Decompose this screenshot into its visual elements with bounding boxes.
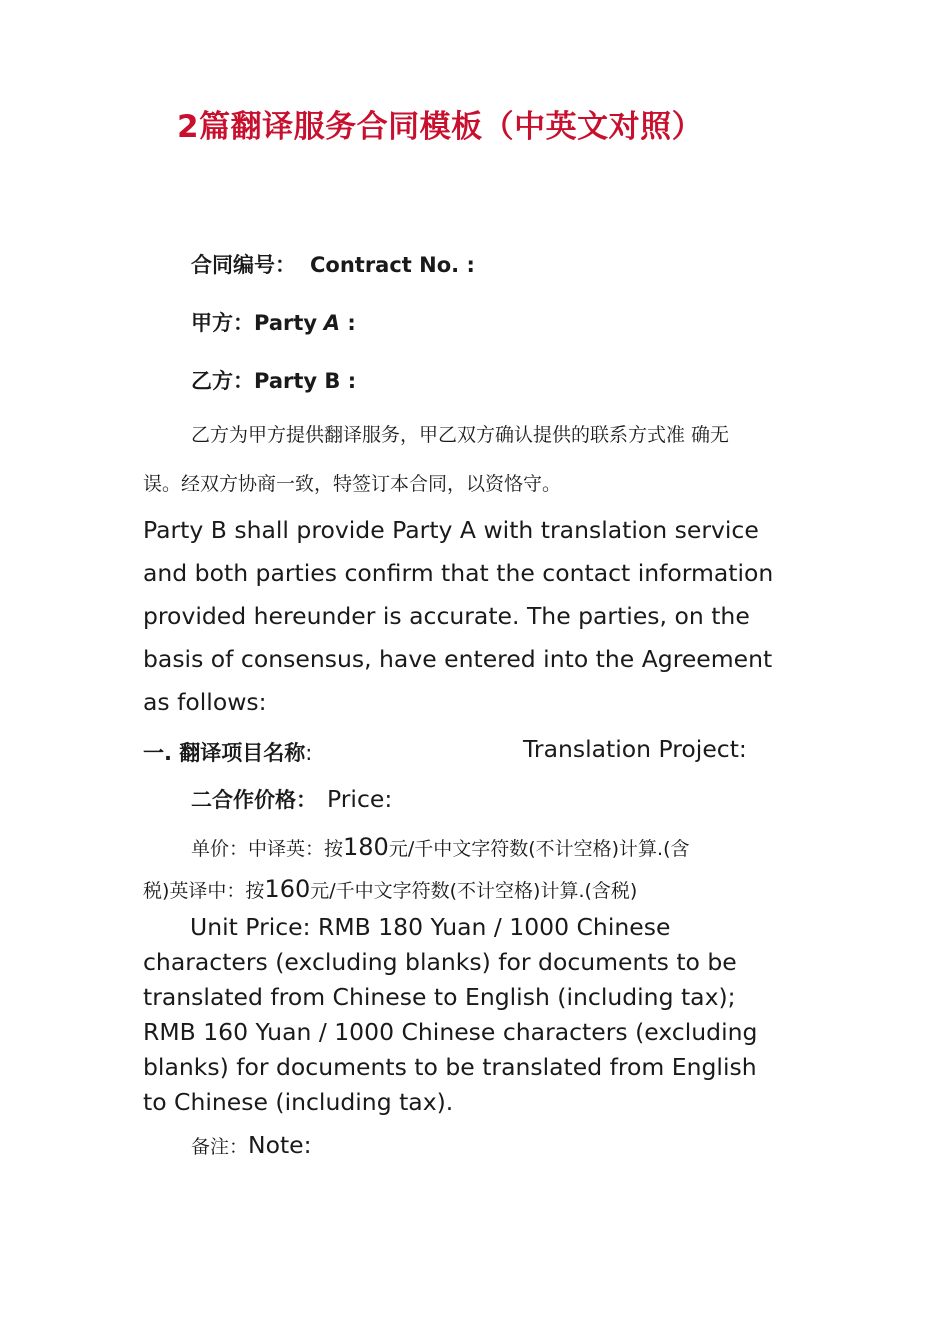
- unit-price-en-line: blanks) for documents to be translated from English: [143, 1053, 757, 1081]
- section-1-label-en: Translation Project:: [523, 735, 747, 763]
- note-heading: [191, 1131, 312, 1159]
- contract-number-field: [191, 249, 475, 279]
- unit-price-en-line: Unit Price: RMB 180 Yuan / 1000 Chinese: [190, 913, 671, 941]
- contract-number-label-cn: 合同编号：: [191, 253, 296, 277]
- unit-price-cn-suffix-1: 元∕千中文字符数(不计空格)计算.(含: [388, 838, 690, 860]
- section-1-label-cn: 一. 翻译项目名称: [143, 741, 306, 765]
- intro-en-line: basis of consensus, have entered into the Agreement: [143, 645, 773, 673]
- party-a-label-en: Party: [254, 311, 318, 335]
- unit-price-en-line: characters (excluding blanks) for documents to be: [143, 948, 737, 976]
- section-1-heading: [143, 737, 312, 767]
- party-a-label-cn: 甲方：: [191, 311, 254, 335]
- section-2-label-en: Price:: [327, 785, 393, 813]
- intro-en-line: as follows:: [143, 688, 267, 716]
- unit-price-en-line: translated from Chinese to English (including tax);: [143, 983, 736, 1011]
- party-a-letter: A: [323, 311, 341, 335]
- unit-price-cn-line-1: [191, 833, 690, 861]
- unit-price-cn-number-1: 180: [343, 833, 389, 861]
- intro-en-line: and both parties confirm that the contact information: [143, 559, 774, 587]
- note-label-cn: 备注：: [191, 1136, 249, 1158]
- contract-number-label-en: Contract No. :: [310, 253, 475, 277]
- party-b-field: [191, 365, 356, 395]
- intro-cn-line-1: 乙方为甲方提供翻译服务，甲乙双方确认提供的联系方式准 确无: [191, 424, 730, 446]
- unit-price-cn-suffix-2: 元∕千中文字符数(不计空格)计算.(含税): [310, 880, 638, 902]
- section-1-colon: :: [305, 741, 313, 765]
- unit-price-cn-prefix-1: 单价：中译英：按: [191, 838, 344, 860]
- party-a-colon: :: [340, 311, 356, 335]
- unit-price-cn-number-2: 160: [264, 875, 311, 903]
- document-title: 2篇翻译服务合同模板（中英文对照）: [177, 109, 704, 145]
- unit-price-en-line: to Chinese (including tax).: [143, 1088, 454, 1116]
- party-b-label-cn: 乙方：: [191, 369, 254, 393]
- section-2-label-cn: 二合作价格：: [191, 788, 317, 812]
- unit-price-en-paragraph: [143, 910, 757, 1120]
- unit-price-en-line: RMB 160 Yuan / 1000 Chinese characters (excluding: [143, 1018, 758, 1046]
- intro-cn-line-2: 误。经双方协商一致，特签订本合同，以资恪守。: [143, 473, 562, 495]
- party-a-field: [191, 307, 356, 337]
- intro-en-paragraph: [143, 509, 773, 724]
- unit-price-cn-prefix-2: 税)英译中：按: [143, 880, 265, 902]
- note-label-en: Note:: [248, 1131, 312, 1159]
- intro-en-line: Party B shall provide Party A with translation service: [143, 516, 759, 544]
- party-b-label-en: Party B :: [254, 369, 357, 393]
- section-2-heading: [191, 784, 392, 814]
- unit-price-cn-line-2: [143, 875, 637, 903]
- intro-en-line: provided hereunder is accurate. The parties, on the: [143, 602, 750, 630]
